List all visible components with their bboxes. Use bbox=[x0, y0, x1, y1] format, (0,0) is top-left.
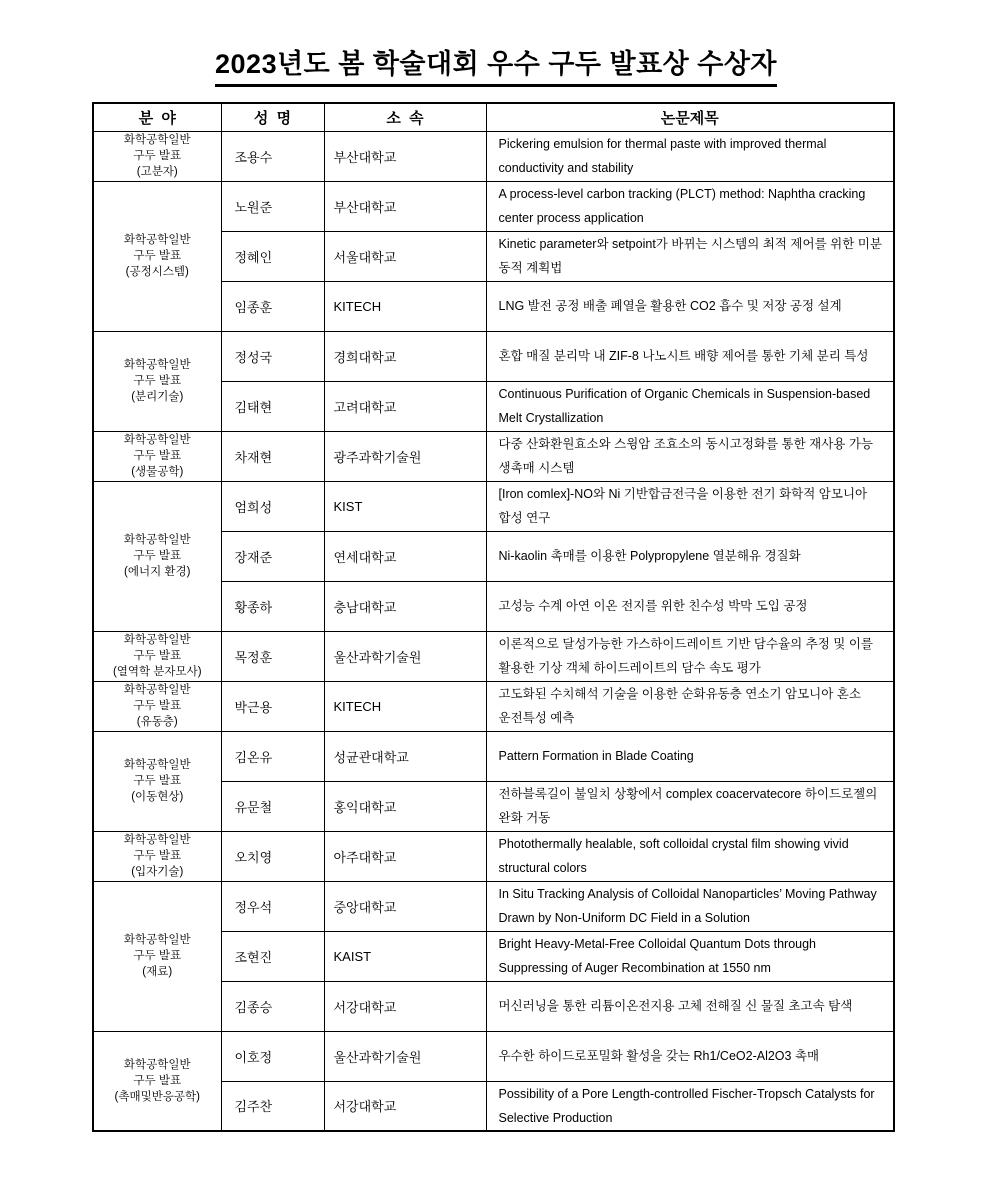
affiliation-cell: KITECH bbox=[324, 681, 486, 731]
affiliation-cell: 서강대학교 bbox=[324, 981, 486, 1031]
field-line: 화학공학일반 bbox=[123, 934, 191, 946]
field-line: 화학공학일반 bbox=[123, 434, 191, 446]
name-cell: 김주찬 bbox=[221, 1081, 324, 1131]
table-row bbox=[93, 681, 894, 731]
affiliation-cell: 연세대학교 bbox=[324, 531, 486, 581]
affiliation-cell: 부산대학교 bbox=[324, 131, 486, 181]
name-cell: 정우석 bbox=[221, 881, 324, 931]
affiliation-cell: 울산과학기술원 bbox=[324, 631, 486, 681]
affiliation-cell: 울산과학기술원 bbox=[324, 1031, 486, 1081]
field-line: 화학공학일반 bbox=[123, 134, 191, 146]
field-cell bbox=[93, 431, 221, 481]
page-title-text: 2023년도 봄 학술대회 우수 구두 발표상 수상자 bbox=[215, 42, 777, 87]
title-cell: 이론적으로 달성가능한 가스하이드레이트 기반 담수율의 추정 및 이를 활용한 기상 객체 하이드레이트의 담수 속도 평가 bbox=[486, 631, 894, 681]
title-cell: Ni-kaolin 촉매를 이용한 Polypropylene 열분해유 경질화 bbox=[486, 531, 894, 581]
table-row bbox=[93, 331, 894, 381]
field-line: (이동현상) bbox=[131, 791, 184, 803]
title-cell: A process-level carbon tracking (PLCT) method: Naphtha cracking center process application bbox=[486, 181, 894, 231]
field-line: (촉매및반응공학) bbox=[114, 1090, 200, 1103]
title-cell: LNG 발전 공정 배출 폐열을 활용한 CO2 흡수 및 저장 공정 설계 bbox=[486, 281, 894, 331]
name-cell: 노원준 bbox=[221, 181, 324, 231]
table-header bbox=[93, 103, 894, 131]
title-cell: 우수한 하이드로포밀화 활성을 갖는 Rh1/CeO2-Al2O3 촉매 bbox=[486, 1031, 894, 1081]
header-field: 분 야 bbox=[93, 103, 221, 131]
field-line: 구두 발표 bbox=[133, 550, 182, 562]
name-cell: 조현진 bbox=[221, 931, 324, 981]
title-cell: 혼합 매질 분리막 내 ZIF-8 나노시트 배향 제어를 통한 기체 분리 특성 bbox=[486, 331, 894, 381]
awards-table bbox=[92, 102, 895, 1132]
awards-table-body bbox=[93, 131, 894, 1131]
field-line: 구두 발표 bbox=[133, 375, 182, 387]
name-cell: 오치영 bbox=[221, 831, 324, 881]
field-line: 화학공학일반 bbox=[123, 234, 191, 246]
name-cell: 김온유 bbox=[221, 731, 324, 781]
field-line: 화학공학일반 bbox=[123, 834, 191, 846]
table-row bbox=[93, 631, 894, 681]
title-cell: 다중 산화환원효소와 스윙암 조효소의 동시고정화를 통한 재사용 가능 생촉매 시스템 bbox=[486, 431, 894, 481]
field-line: (에너지 환경) bbox=[124, 566, 191, 578]
field-line: 구두 발표 bbox=[133, 950, 182, 962]
affiliation-cell: 서울대학교 bbox=[324, 231, 486, 281]
field-cell bbox=[93, 131, 221, 181]
header-affiliation: 소 속 bbox=[324, 103, 486, 131]
table-row bbox=[93, 431, 894, 481]
field-line: 화학공학일반 bbox=[123, 684, 191, 696]
header-title: 논문제목 bbox=[486, 103, 894, 131]
affiliation-cell: 성균관대학교 bbox=[324, 731, 486, 781]
affiliation-cell: 경희대학교 bbox=[324, 331, 486, 381]
affiliation-cell: 서강대학교 bbox=[324, 1081, 486, 1131]
title-cell: Pickering emulsion for thermal paste with improved thermal conductivity and stability bbox=[486, 131, 894, 181]
table-row bbox=[93, 831, 894, 881]
field-line: 구두 발표 bbox=[133, 450, 182, 462]
field-line: 구두 발표 bbox=[133, 775, 182, 787]
field-cell bbox=[93, 631, 221, 681]
field-line: (입자기술) bbox=[131, 866, 184, 878]
title-cell: Bright Heavy-Metal-Free Colloidal Quantum Dots through Suppressing of Auger Recombination at 1550 nm bbox=[486, 931, 894, 981]
field-line: (분리기술) bbox=[131, 391, 184, 403]
field-line: (열역학 분자모사) bbox=[112, 666, 202, 678]
field-cell bbox=[93, 1031, 221, 1131]
name-cell: 조용수 bbox=[221, 131, 324, 181]
field-line: 화학공학일반 bbox=[123, 359, 191, 371]
name-cell: 황종하 bbox=[221, 581, 324, 631]
field-line: 화학공학일반 bbox=[123, 534, 191, 546]
title-cell: Kinetic parameter와 setpoint가 바뀌는 시스템의 최적 제어를 위한 미분 동적 계획법 bbox=[486, 231, 894, 281]
page-title bbox=[0, 0, 992, 87]
affiliation-cell: 광주과학기술원 bbox=[324, 431, 486, 481]
table-row bbox=[93, 181, 894, 231]
table-row bbox=[93, 731, 894, 781]
title-cell: 고성능 수계 아연 이온 전지를 위한 친수성 박막 도입 공정 bbox=[486, 581, 894, 631]
title-cell: In Situ Tracking Analysis of Colloidal Nanoparticles’ Moving Pathway Drawn by Non-Uniform DC Field in a Solution bbox=[486, 881, 894, 931]
affiliation-cell: KIST bbox=[324, 481, 486, 531]
field-line: 화학공학일반 bbox=[123, 634, 191, 646]
name-cell: 장재준 bbox=[221, 531, 324, 581]
affiliation-cell: 고려대학교 bbox=[324, 381, 486, 431]
name-cell: 정혜인 bbox=[221, 231, 324, 281]
name-cell: 정성국 bbox=[221, 331, 324, 381]
name-cell: 엄희성 bbox=[221, 481, 324, 531]
table-row bbox=[93, 1031, 894, 1081]
field-line: 화학공학일반 bbox=[123, 1058, 191, 1071]
title-cell: Photothermally healable, soft colloidal crystal film showing vivid structural colors bbox=[486, 831, 894, 881]
header-name: 성 명 bbox=[221, 103, 324, 131]
title-cell: 머신러닝을 통한 리튬이온전지용 고체 전해질 신 물질 초고속 탐색 bbox=[486, 981, 894, 1031]
title-cell: Possibility of a Pore Length-controlled Fischer-Tropsch Catalysts for Selective Production bbox=[486, 1081, 894, 1131]
field-cell bbox=[93, 481, 221, 631]
field-line: 구두 발표 bbox=[133, 850, 182, 862]
field-line: 구두 발표 bbox=[133, 700, 182, 712]
table-row bbox=[93, 481, 894, 531]
field-line: 구두 발표 bbox=[133, 250, 182, 262]
field-line: 구두 발표 bbox=[133, 150, 182, 162]
field-line: (재료) bbox=[142, 966, 173, 978]
name-cell: 김종승 bbox=[221, 981, 324, 1031]
name-cell: 유문철 bbox=[221, 781, 324, 831]
table-row bbox=[93, 131, 894, 181]
name-cell: 이호정 bbox=[221, 1031, 324, 1081]
field-cell bbox=[93, 731, 221, 831]
affiliation-cell: 중앙대학교 bbox=[324, 881, 486, 931]
affiliation-cell: 부산대학교 bbox=[324, 181, 486, 231]
field-cell bbox=[93, 331, 221, 431]
name-cell: 차재현 bbox=[221, 431, 324, 481]
field-line: (생물공학) bbox=[131, 466, 184, 478]
affiliation-cell: 충남대학교 bbox=[324, 581, 486, 631]
name-cell: 임종훈 bbox=[221, 281, 324, 331]
affiliation-cell: 홍익대학교 bbox=[324, 781, 486, 831]
field-line: (유동층) bbox=[136, 716, 178, 728]
title-cell: 고도화된 수치해석 기술을 이용한 순화유동층 연소기 암모니아 혼소 운전특성 예측 bbox=[486, 681, 894, 731]
header-row bbox=[93, 103, 894, 131]
affiliation-cell: 아주대학교 bbox=[324, 831, 486, 881]
name-cell: 목정훈 bbox=[221, 631, 324, 681]
affiliation-cell: KAIST bbox=[324, 931, 486, 981]
field-cell bbox=[93, 681, 221, 731]
affiliation-cell: KITECH bbox=[324, 281, 486, 331]
field-cell bbox=[93, 181, 221, 331]
field-line: (공정시스템) bbox=[125, 266, 189, 278]
name-cell: 김태현 bbox=[221, 381, 324, 431]
field-line: (고분자) bbox=[136, 166, 178, 178]
field-cell bbox=[93, 881, 221, 1031]
field-line: 구두 발표 bbox=[133, 1074, 182, 1087]
name-cell: 박근용 bbox=[221, 681, 324, 731]
title-cell: Pattern Formation in Blade Coating bbox=[486, 731, 894, 781]
table-row bbox=[93, 881, 894, 931]
title-cell: 전하블록길이 불일치 상황에서 complex coacervatecore 하이드로젤의 완화 거동 bbox=[486, 781, 894, 831]
field-cell bbox=[93, 831, 221, 881]
field-line: 구두 발표 bbox=[133, 650, 182, 662]
field-line: 화학공학일반 bbox=[123, 759, 191, 771]
title-cell: [Iron comlex]-NO와 Ni 기반합금전극을 이용한 전기 화학적 암모니아 합성 연구 bbox=[486, 481, 894, 531]
title-cell: Continuous Purification of Organic Chemicals in Suspension-based Melt Crystallization bbox=[486, 381, 894, 431]
